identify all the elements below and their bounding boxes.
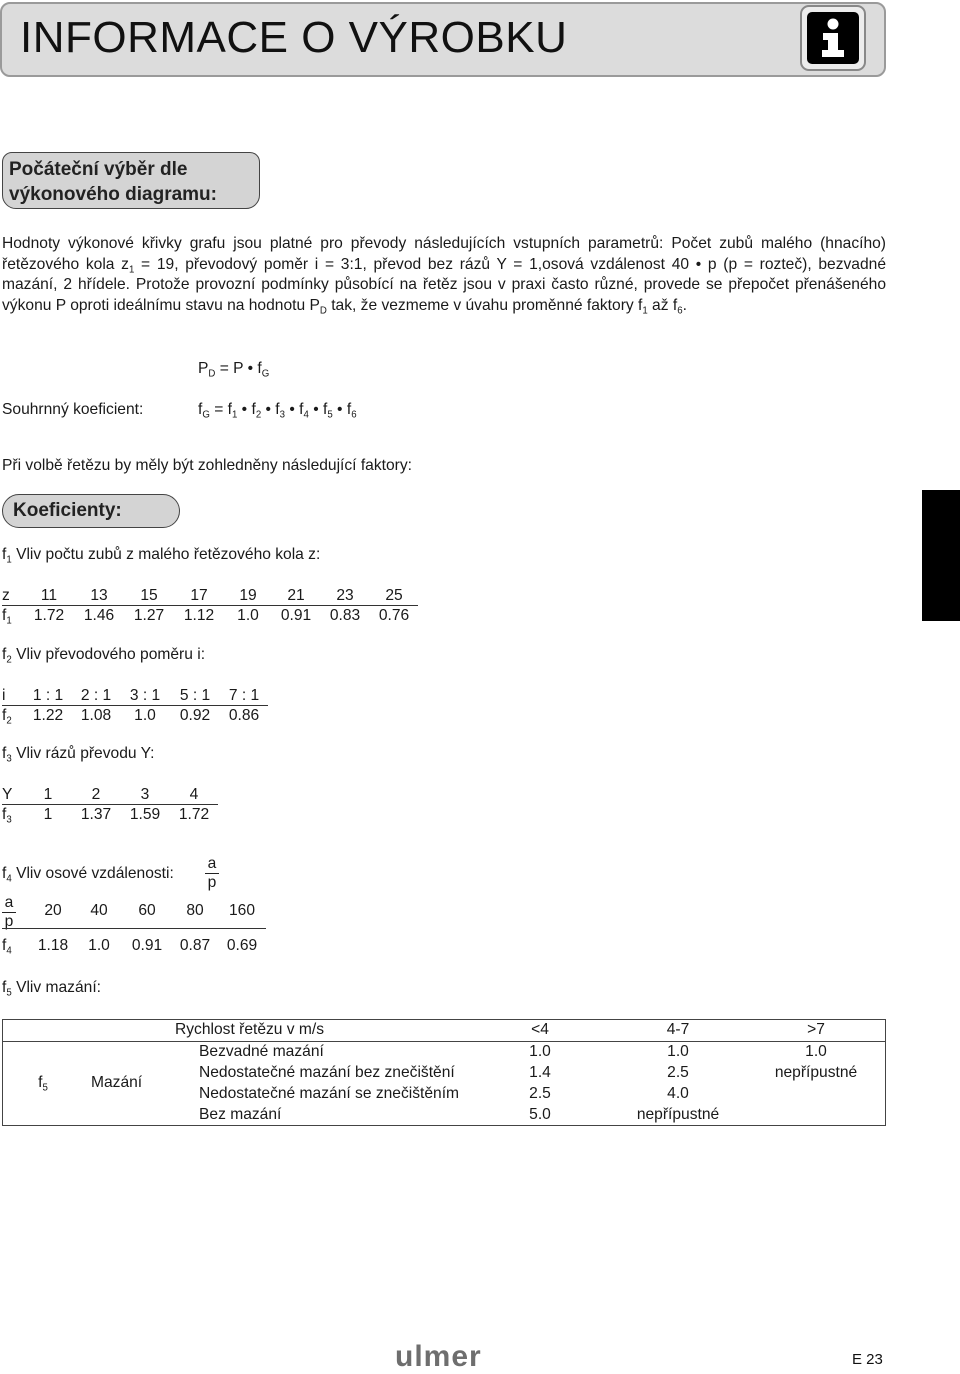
f3-value-cell: 1.37 — [80, 805, 112, 823]
f4-header-cell: 80 — [172, 902, 218, 929]
f4-header-cell: 160 — [218, 902, 266, 929]
formula-power — [198, 360, 269, 378]
f4-value-cell: 1.18 — [37, 937, 69, 954]
f4-label-text: Vliv osové vzdálenosti: — [16, 865, 174, 882]
fg-d3: • f — [285, 401, 304, 418]
lub-value-cell: 2.5 — [667, 1064, 689, 1081]
f2-header-cell: 3 : 1 — [120, 686, 170, 706]
intro-text-2: = 19, převodový poměr i = 3:1, převod bez rázů Y = 1,osová vzdálenost 40 • p (p = rozteč), bezvadné mazání, 2 hřídele. Protože provozní podmínky působící na řetěz jsou v praxi často různé, provede se přepočet přenášeného výkonu P oproti ideálnímu stavu na hodnotu P — [2, 255, 886, 314]
intro-text-4: až f — [647, 296, 678, 314]
f5-label-text: Vliv mazání: — [16, 979, 101, 996]
f4-header-cell: 20 — [30, 902, 76, 929]
f1-table — [2, 586, 418, 625]
fg-d2: • f — [261, 401, 280, 418]
speed-col-header: <4 — [471, 1020, 609, 1042]
intro-sub-1: 1 — [128, 263, 135, 275]
f1-value-cell: 0.76 — [378, 606, 410, 624]
f1-header-cell: 15 — [124, 586, 174, 606]
section-heading-coefficients: Koeficienty: — [2, 494, 180, 528]
f3-header-cell: 1 — [24, 785, 72, 805]
f5-label: $f_5$ Vliv mazání: — [2, 979, 101, 999]
lubrication-type: Nedostatečné mazání bez znečištění — [199, 1064, 455, 1081]
lubrication-type: Bez mazání — [199, 1105, 282, 1123]
frac-num: a — [2, 894, 16, 913]
f4-value-cell: 0.91 — [131, 937, 163, 954]
lub-value-cell: nepřípustné — [774, 1064, 858, 1081]
f2-value-cell: 1.08 — [80, 706, 112, 724]
f2-header-cell: 7 : 1 — [220, 686, 268, 706]
lub-value-cell: 1.0 — [529, 1043, 551, 1061]
section-heading-initial-selection — [2, 152, 260, 209]
intro-text-1: Hodnoty výkonové křivky grafu jsou platné pro převody následujících vstupních parametrů: Počet zubů malého (hnacího) řetězového kola z — [2, 235, 886, 273]
fg-d5: • f — [332, 401, 352, 418]
lub-value-cell: 1.0 — [667, 1043, 689, 1061]
f3-table — [2, 785, 218, 824]
fg-sub: G — [202, 409, 210, 421]
fg-s6: 6 — [351, 409, 357, 421]
total-coefficient-label: Souhrnný koeficient: — [2, 401, 144, 418]
f1-label: $f_1$ Vliv počtu zubů z malého řetězového kola z: — [2, 546, 321, 566]
f1-header-cell: 17 — [174, 586, 224, 606]
f2-row-header: i — [2, 686, 24, 706]
factors-note: Při volbě řetězu by měly být zohledněny následující faktory: — [2, 457, 412, 474]
lubrication-type: Bezvadné mazání — [199, 1043, 324, 1061]
f4-label: $f_4$ Vliv osové vzdálenosti: — [2, 865, 174, 885]
intro-text-3: tak, že vezmeme v úvahu proměnné faktory f — [326, 296, 643, 314]
f3-value-cell: 1.72 — [178, 805, 210, 823]
f2-row-label: $f_2$ — [2, 706, 12, 726]
lub-value-cell — [747, 1104, 886, 1125]
f1-header-cell: 11 — [24, 586, 74, 606]
f1-header-cell: 19 — [224, 586, 272, 606]
lub-value-cell: 2.5 — [529, 1084, 551, 1102]
frac-den: p — [207, 874, 217, 891]
f1-value-cell: 0.83 — [329, 606, 361, 624]
formula-p: P — [198, 360, 209, 377]
f4-table — [2, 902, 266, 955]
intro-sub-2: D — [319, 304, 327, 316]
f2-label: $f_2$ Vliv převodového poměru i: — [2, 646, 206, 666]
fg-s3: 3 — [279, 409, 286, 421]
f3-row-label: $f_3$ — [2, 805, 12, 825]
f2-header-cell: 1 : 1 — [24, 686, 72, 706]
side-tab-marker — [922, 490, 960, 621]
lub-value-cell: 1.0 — [805, 1043, 827, 1061]
f2-value-cell: 1.22 — [32, 706, 64, 724]
section-heading-line1: Počáteční výběr dle — [9, 159, 188, 180]
f1-value-cell: 1.72 — [33, 606, 65, 624]
lubrication-type: Nedostatečné mazání se znečištěním — [199, 1084, 460, 1102]
lub-value-cell — [747, 1083, 886, 1104]
f4-value-cell: 0.87 — [179, 937, 211, 954]
f1-header-cell: 23 — [320, 586, 370, 606]
f1-value-cell: 0.91 — [280, 606, 312, 624]
f2-value-cell: 1.0 — [134, 706, 156, 724]
f3-header-cell: 2 — [72, 785, 120, 805]
f5-row-label: $f_5$ — [38, 1074, 48, 1094]
intro-paragraph — [2, 234, 886, 316]
formula-total-coefficient — [198, 401, 357, 419]
lub-value-cell: 1.4 — [529, 1064, 551, 1081]
intro-text-5: . — [682, 296, 687, 314]
fg-s4: 4 — [303, 409, 309, 421]
page-number: E 23 — [852, 1351, 883, 1368]
frac-num: a — [205, 855, 219, 874]
lub-corner — [3, 1020, 84, 1042]
f2-value-cell: 0.86 — [228, 706, 260, 724]
f3-value-cell: 1 — [43, 805, 53, 823]
lub-value-cell: nepřípustné — [636, 1105, 720, 1123]
f1-value-cell: 1.0 — [237, 606, 259, 624]
f1-value-cell: 1.27 — [133, 606, 165, 624]
f2-header-cell: 2 : 1 — [72, 686, 120, 706]
fg-f: f — [198, 401, 203, 418]
intro-sub-4: 6 — [677, 304, 683, 316]
f2-table — [2, 686, 268, 725]
f3-label: $f_3$ Vliv rázů převodu Y: — [2, 745, 155, 765]
fg-s2: 2 — [255, 409, 262, 421]
f4-value-cell: 1.0 — [88, 937, 110, 954]
fg-s1: 1 — [231, 409, 238, 421]
frac-den: p — [4, 913, 14, 930]
fg-d4: • f — [308, 401, 328, 418]
f3-value-cell: 1.59 — [129, 805, 161, 823]
formula-sub-d: D — [208, 368, 216, 380]
f4-row-header — [2, 902, 30, 929]
f3-row-header: Y — [2, 785, 24, 805]
f4-header-cell: 40 — [76, 902, 122, 929]
f1-row-header: z — [2, 586, 24, 606]
f1-value-cell: 1.12 — [183, 606, 215, 624]
f3-label-text: Vliv rázů převodu Y: — [16, 745, 155, 762]
f1-label-text: Vliv počtu zubů z malého řetězového kola z: — [16, 546, 321, 563]
formula-sub-g: G — [261, 368, 270, 380]
f1-value-cell: 1.46 — [83, 606, 115, 624]
fg-d1: • f — [237, 401, 256, 418]
lubrication-table — [2, 1019, 886, 1126]
formula-mid: = P • f — [215, 360, 262, 377]
lubrication-label: Mazání — [91, 1074, 143, 1092]
f2-header-cell: 5 : 1 — [170, 686, 220, 706]
f2-value-cell: 0.92 — [179, 706, 211, 724]
f4-value-cell: 0.69 — [226, 937, 258, 954]
f4-label-fraction — [205, 855, 219, 892]
intro-sub-3: 1 — [642, 304, 648, 316]
speed-col-header: >7 — [747, 1020, 886, 1042]
f4-header-cell: 60 — [122, 902, 172, 929]
f1-header-cell: 25 — [370, 586, 418, 606]
lub-value-cell: 4.0 — [667, 1084, 689, 1102]
fg-eq: = f — [209, 401, 232, 418]
f4-row-label: $f_4$ — [2, 937, 12, 957]
lub-value-cell: 5.0 — [529, 1105, 551, 1123]
f1-header-cell: 21 — [272, 586, 320, 606]
f3-header-cell: 4 — [170, 785, 218, 805]
section-heading-line2: výkonového diagramu: — [9, 184, 217, 205]
f1-header-cell: 13 — [74, 586, 124, 606]
speed-col-header: 4-7 — [609, 1020, 747, 1042]
info-icon — [807, 12, 859, 64]
f2-label-text: Vliv převodového poměru i: — [16, 646, 206, 663]
f1-row-label: $f_1$ — [2, 606, 12, 626]
ulmer-logo: ulmer — [395, 1340, 482, 1373]
f3-header-cell: 3 — [120, 785, 170, 805]
speed-header: Rychlost řetězu v m/s — [83, 1020, 471, 1042]
info-badge — [800, 5, 866, 71]
fg-s5: 5 — [327, 409, 333, 421]
page-title: INFORMACE O VÝROBKU — [20, 13, 568, 62]
